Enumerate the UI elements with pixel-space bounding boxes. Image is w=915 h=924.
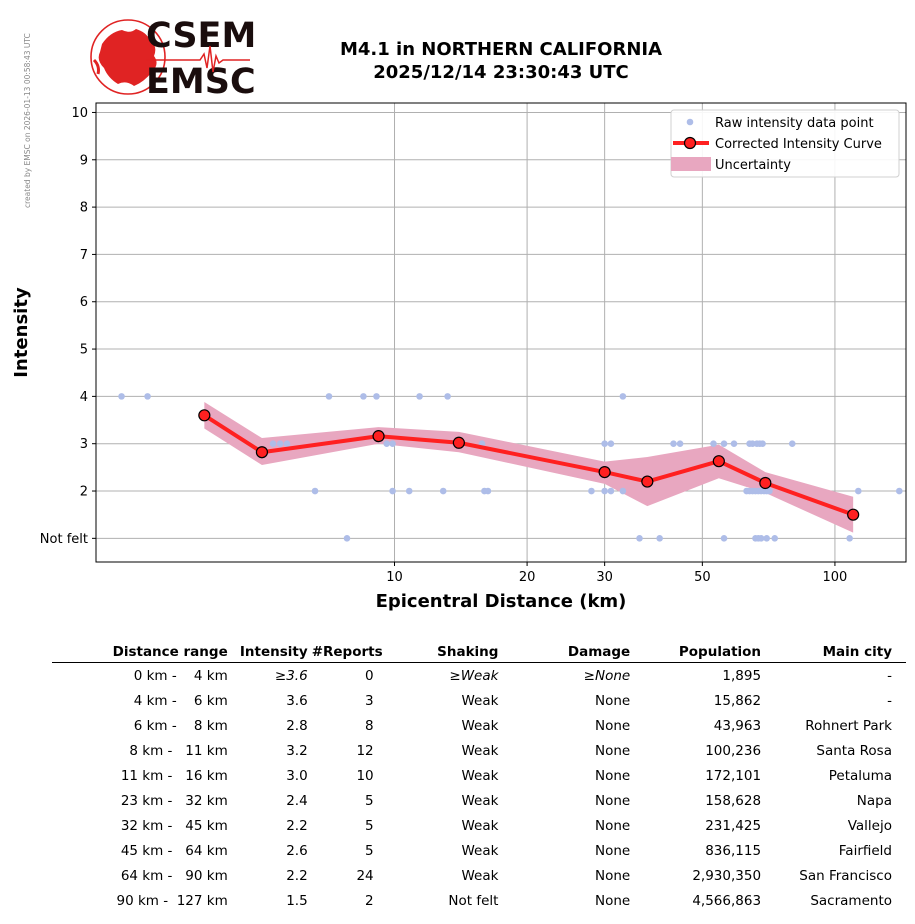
table-cell: 32 km - 45 km (120, 817, 228, 834)
raw-data-point (389, 440, 396, 447)
y-tick-label: Not felt (39, 531, 88, 547)
raw-data-point (588, 488, 595, 495)
x-tick-label: 10 (386, 570, 403, 585)
svg-text:created by EMSC on 2026-01-13: created by EMSC on 2026-01-13 00:58:43 UTC (23, 33, 32, 208)
raw-data-point (383, 440, 390, 447)
raw-data-point (608, 440, 615, 447)
table-cell: Weak (461, 867, 499, 884)
curve-marker (599, 467, 610, 478)
legend-curve-marker (685, 138, 696, 149)
table-cell: Vallejo (847, 817, 892, 834)
table-row (52, 888, 906, 913)
raw-data-point (344, 535, 351, 542)
x-tick-label: 100 (822, 570, 848, 585)
table-row (52, 738, 906, 763)
raw-data-point (656, 535, 663, 542)
chart-title-time: 2025/12/14 23:30:43 UTC (373, 62, 629, 83)
table-cell: 8 (365, 717, 374, 734)
raw-data-point (485, 488, 492, 495)
table-cell: Weak (461, 742, 499, 759)
raw-data-point (759, 440, 766, 447)
table-cell: 45 km - 64 km (120, 842, 228, 859)
raw-data-point (406, 488, 413, 495)
table-header-row (52, 641, 906, 663)
table-cell: Napa (856, 792, 892, 809)
table-cell: 231,425 (705, 817, 762, 834)
table-cell: - (887, 692, 892, 709)
table-cell: 0 km - 4 km (133, 667, 228, 684)
curve-marker (848, 509, 859, 520)
raw-data-point (312, 488, 319, 495)
table-row (52, 813, 906, 838)
table-cell: 64 km - 90 km (120, 867, 228, 884)
legend-label: Uncertainty (715, 158, 791, 173)
curve-marker (760, 477, 771, 488)
legend-label: Corrected Intensity Curve (715, 137, 882, 152)
raw-data-point (855, 488, 862, 495)
raw-data-point (771, 535, 778, 542)
table-cell: Santa Rosa (816, 742, 892, 759)
table-row (52, 688, 906, 713)
raw-data-point (789, 440, 796, 447)
y-axis-label: Intensity (11, 287, 32, 378)
table-cell: 836,115 (705, 842, 762, 859)
uncertainty-band-layer (204, 402, 853, 533)
table-cell: Weak (461, 767, 499, 784)
raw-data-point (731, 440, 738, 447)
table-row (52, 663, 906, 689)
y-tick-label: 8 (79, 200, 88, 216)
table-cell: 0 (365, 667, 374, 684)
legend-label: Raw intensity data point (715, 116, 874, 131)
table-row (52, 788, 906, 813)
x-tick-label: 20 (518, 570, 536, 585)
raw-data-point (670, 440, 677, 447)
table-cell: 5 (365, 817, 374, 834)
raw-data-point (601, 440, 608, 447)
y-tick-label: 10 (71, 105, 88, 121)
y-tick-label: 2 (79, 484, 88, 500)
table-cell: 3 (365, 692, 374, 709)
chart-title-event: M4.1 in NORTHERN CALIFORNIA (339, 39, 663, 60)
table-cell: None (594, 742, 631, 759)
table-cell: Weak (461, 717, 499, 734)
x-tick-label: 30 (596, 570, 613, 585)
curve-marker (453, 437, 464, 448)
table-cell: 2 (365, 892, 374, 909)
y-tick-label: 9 (79, 153, 88, 169)
table-cell: 43,963 (713, 717, 762, 734)
table-cell: None (594, 792, 631, 809)
raw-data-point (721, 535, 728, 542)
curve-marker (199, 410, 210, 421)
table-header-cell: Intensity (228, 641, 308, 663)
curve-marker (642, 476, 653, 487)
table-cell: None (594, 842, 631, 859)
table-cell: 8 km - 11 km (129, 742, 228, 759)
table-cell: Sacramento (810, 892, 892, 909)
table-cell: None (594, 892, 631, 909)
table-header-cell: #Reports (308, 641, 395, 663)
logo-line1: CSEM (146, 16, 257, 56)
logo-line2: EMSC (146, 62, 256, 98)
axis-layer (40, 106, 848, 585)
table-header-cell: Main city (774, 641, 906, 663)
table-cell: ≥Weak (449, 667, 499, 684)
table-cell: 1,895 (722, 667, 762, 684)
table-cell: Weak (461, 792, 499, 809)
raw-data-point (277, 440, 284, 447)
table-cell: 10 (356, 767, 374, 784)
raw-data-point (636, 535, 643, 542)
table-cell: None (594, 817, 631, 834)
table-cell: None (594, 867, 631, 884)
raw-data-point (360, 393, 367, 400)
raw-data-point (389, 488, 396, 495)
table-cell: ≥None (583, 667, 631, 684)
legend-raw-marker (687, 119, 694, 126)
table-cell: None (594, 692, 631, 709)
table-cell: 5 (365, 842, 374, 859)
raw-data-point (846, 535, 853, 542)
curve-marker (373, 431, 384, 442)
raw-data-point (710, 440, 717, 447)
table-header-cell: Damage (511, 641, 643, 663)
table-cell: 4 km - 6 km (133, 692, 228, 709)
table-row (52, 838, 906, 863)
table-cell: None (594, 767, 631, 784)
table-cell: 24 (356, 867, 374, 884)
raw-data-point (284, 440, 291, 447)
uncertainty-band (204, 402, 853, 533)
table-header-cell: Population (643, 641, 774, 663)
y-tick-label: 3 (79, 437, 88, 453)
y-tick-label: 4 (79, 389, 88, 405)
y-tick-label: 6 (79, 295, 88, 311)
raw-data-point (416, 393, 423, 400)
intensity-summary-table (52, 641, 906, 913)
y-tick-label: 7 (79, 247, 88, 263)
table-cell: - (887, 667, 892, 684)
x-axis-label: Epicentral Distance (km) (375, 591, 627, 612)
table-row (52, 863, 906, 888)
table-cell: 90 km - 127 km (116, 892, 228, 909)
table-cell: 15,862 (713, 692, 762, 709)
table-cell: 2.4 (286, 792, 308, 809)
table-cell: 1.5 (286, 892, 308, 909)
legend (671, 110, 899, 177)
raw-data-point (677, 440, 684, 447)
raw-data-point (270, 440, 277, 447)
table-cell: 158,628 (705, 792, 762, 809)
table-cell: Weak (461, 817, 499, 834)
table-cell: 3.6 (286, 692, 308, 709)
y-tick-label: 5 (79, 342, 88, 358)
table-cell: None (594, 717, 631, 734)
table-header-cell: Distance range (52, 641, 228, 663)
curve-marker (713, 456, 724, 467)
table-cell: 11 km - 16 km (120, 767, 228, 784)
table-cell: 2.2 (286, 817, 308, 834)
legend-band-swatch (671, 157, 711, 171)
raw-data-point (326, 393, 333, 400)
table-row (52, 713, 906, 738)
table-cell: Fairfield (838, 842, 892, 859)
raw-data-point (444, 393, 451, 400)
raw-data-point (620, 393, 627, 400)
table-cell: 3.2 (286, 742, 308, 759)
raw-data-point (721, 440, 728, 447)
raw-data-point (608, 488, 615, 495)
raw-points-layer (118, 393, 902, 542)
table-cell: 100,236 (705, 742, 762, 759)
table-cell: 2.8 (286, 717, 308, 734)
table-cell: 3.0 (286, 767, 308, 784)
raw-data-point (620, 488, 627, 495)
table-cell: San Francisco (799, 867, 892, 884)
x-tick-label: 50 (694, 570, 711, 585)
table-cell: 6 km - 8 km (133, 717, 228, 734)
table-cell: Weak (461, 842, 499, 859)
raw-data-point (118, 393, 125, 400)
table-cell: ≥3.6 (274, 667, 308, 684)
table-cell: Weak (461, 692, 499, 709)
table-cell: 5 (365, 792, 374, 809)
raw-data-point (440, 488, 447, 495)
table-header-cell: Shaking (395, 641, 512, 663)
table-cell: 23 km - 32 km (120, 792, 228, 809)
raw-data-point (144, 393, 151, 400)
table-cell: 2,930,350 (692, 867, 762, 884)
raw-data-point (601, 488, 608, 495)
table-cell: Rohnert Park (805, 717, 892, 734)
raw-data-point (763, 535, 770, 542)
table-row (52, 763, 906, 788)
table-cell: 4,566,863 (692, 892, 762, 909)
raw-data-point (373, 393, 380, 400)
table-cell: Petaluma (828, 767, 892, 784)
curve-marker (256, 447, 267, 458)
table-cell: Not felt (448, 892, 499, 909)
table-cell: 2.2 (286, 867, 308, 884)
raw-data-point (896, 488, 903, 495)
table-cell: 2.6 (286, 842, 308, 859)
table-cell: 172,101 (705, 767, 762, 784)
table-cell: 12 (356, 742, 374, 759)
